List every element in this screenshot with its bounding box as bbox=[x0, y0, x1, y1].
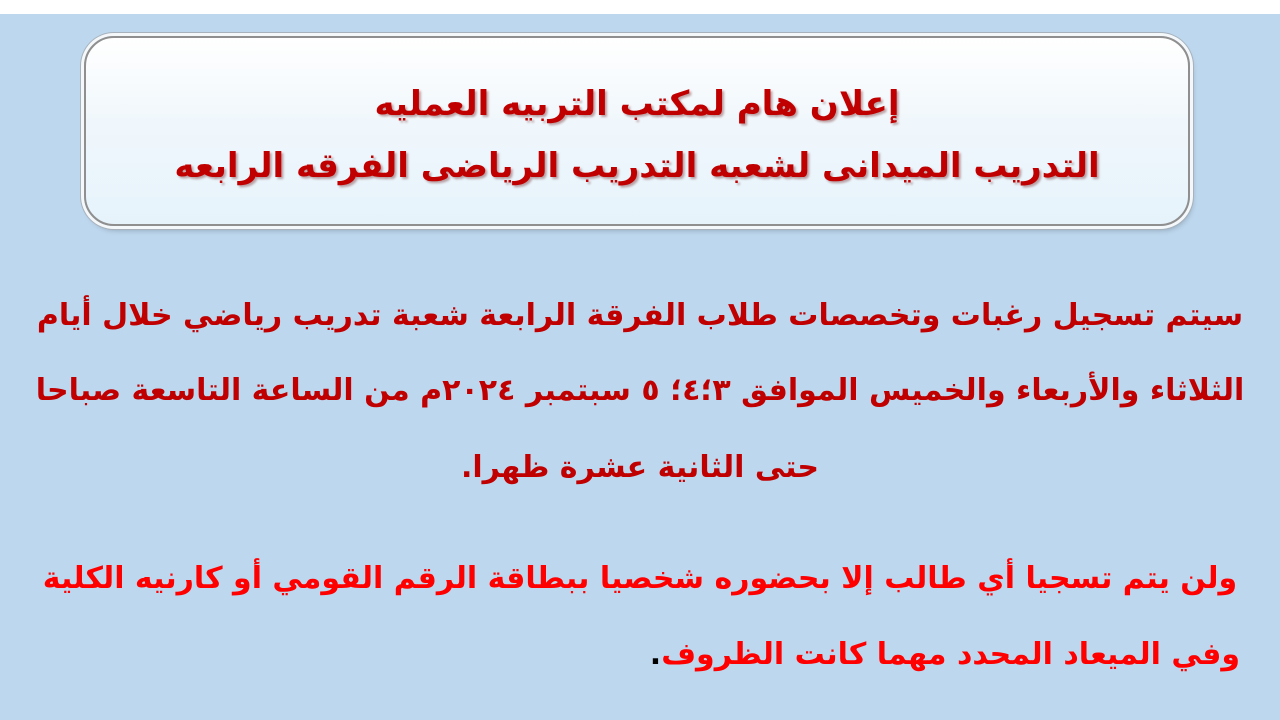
notice-line-2-text: وفي الميعاد المحدد مهما كانت الظروف bbox=[661, 637, 1240, 672]
notice-line-1: ولن يتم تسجيا أي طالب إلا بحضوره شخصيا ببطاقة الرقم القومي أو كارنيه الكلية bbox=[42, 561, 1238, 596]
slide bbox=[0, 14, 1280, 720]
title-line-1: إعلان هام لمكتب التربيه العمليه bbox=[374, 84, 900, 124]
title-box bbox=[84, 36, 1190, 226]
title-line-2: التدريب الميدانى لشعبه التدريب الرياضى الفرقه الرابعه bbox=[174, 146, 1100, 186]
announcement-line-3: حتى الثانية عشرة ظهرا. bbox=[460, 450, 820, 485]
announcement-line-2: الثلاثاء والأربعاء والخميس الموافق ٣؛٤؛ ٥ سبتمبر ٢٠٢٤م من الساعة التاسعة صباحا bbox=[35, 373, 1245, 408]
announcement-line-1: سيتم تسجيل رغبات وتخصصات طلاب الفرقة الرابعة شعبة تدريب رياضي خلال أيام bbox=[36, 298, 1244, 333]
notice-line-2-period: . bbox=[649, 637, 662, 672]
notice-line-2 bbox=[0, 635, 1240, 675]
